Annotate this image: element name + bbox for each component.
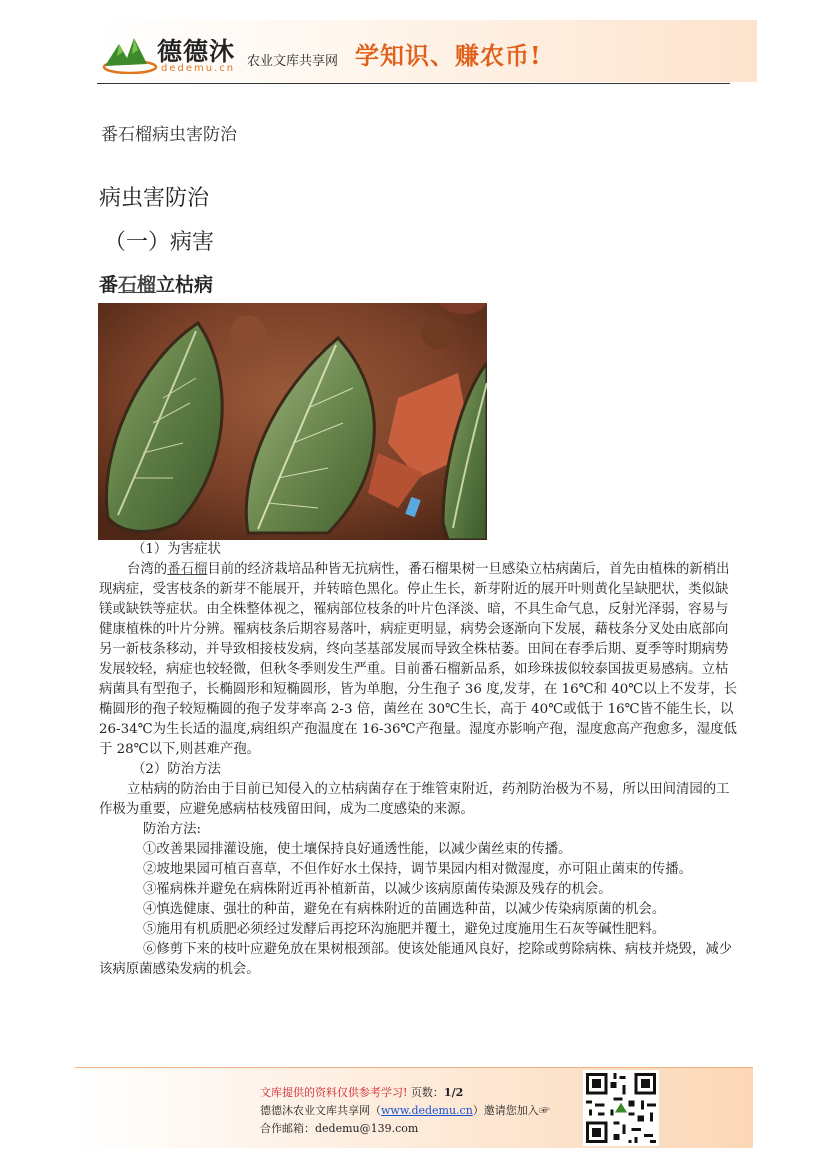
method-item: ⑥修剪下来的枝叶应避免放在果树根颈部。使该处能通风良好，挖除或剪除病株、病枝并烧毁，减少该病原菌感染发病的机会。 <box>99 942 733 977</box>
site-post: ）邀请您加入☞ <box>472 1104 550 1117</box>
disease-title-suffix: 立枯病 <box>156 274 214 296</box>
subsection-heading: （一）病害 <box>104 230 215 255</box>
method-item: ④慎选健康、强壮的种苗，避免在有病株附近的苗圃选种苗，以减少传染病原菌的机会。 <box>143 902 666 917</box>
diseased-leaves-photo <box>98 303 487 540</box>
slogan: 学知识、赚农币! <box>355 41 542 70</box>
page-footer <box>75 1067 753 1148</box>
symptoms-text: 目前的经济栽培品种皆无抗病性，番石榴果树一旦感染立枯病菌后，首先由植株的新梢出现病症，受害枝条的新芽不能展开，并转暗色黑化。停止生长，新芽附近的展开叶则黄化呈缺肥状，类似缺镁或缺铁等症状。由全株整体视之，罹病部位枝条的叶片色泽淡、暗，不具生命气息，反射光泽弱，容易与健康植株的叶片分辨。罹病枝条后期容易落叶，病症更明显，病势会逐渐向下发展，藉枝条分叉处由底部向另一新枝条移动，并导致相接枝发病，终向茎基部发展而导致全株枯萎。田间在春季后期、夏季等时期病势发展较轻，病症也较轻微，但秋冬季则发生严重。目前番石榴新品系，如珍珠拔似较泰国拔更易感病。立枯病菌具有型孢子，长椭圆形和短椭圆形，皆为单胞，分生孢子 36 度,发芽，在 16℃和 40℃以上不发芽，长椭圆形的孢子较短椭圆的孢子发芽率高 2-3 倍，菌丝在 30℃生长，高于 40℃或低于 16℃皆不能生长，以 26-34℃为生长适的温度,病组织产孢温度在 16-36℃产孢量。湿度亦影响产孢，湿度愈高产孢愈多，湿度低于 28℃以下,则甚难产孢。 <box>99 562 737 757</box>
footer-notice-text: 文库提供的资料仅供参考学习! <box>260 1086 408 1099</box>
methods-label: 防治方法: <box>143 822 202 837</box>
symptoms-heading: （1）为害症状 <box>132 542 221 557</box>
control-heading: （2）防治方法 <box>132 762 221 777</box>
header-divider <box>97 83 730 84</box>
site-pre: 德德沐农业文库共享网（ <box>260 1104 381 1117</box>
section-heading: 病虫害防治 <box>99 186 210 211</box>
brand-name: 德德沐 <box>157 37 236 66</box>
symptoms-pre: 台湾的 <box>127 562 168 577</box>
site-link[interactable]: www.dedemu.cn <box>381 1104 473 1117</box>
pages-value: 1/2 <box>443 1086 464 1099</box>
method-item: ②坡地果园可植百喜草，不但作好水土保持，调节果园内相对微湿度，亦可阻止菌束的传播。 <box>143 862 693 877</box>
logo-mountain-icon <box>101 34 159 74</box>
pages-label: 页数： <box>410 1086 444 1099</box>
disease-title-prefix: 番 <box>99 274 119 296</box>
qr-code-icon[interactable] <box>583 1070 659 1146</box>
method-item: ⑤施用有机质肥必须经过发酵后再挖环沟施肥并覆土，避免过度施用生石灰等碱性肥料。 <box>143 922 666 937</box>
document-title: 番石榴病虫害防治 <box>101 125 237 145</box>
symptoms-paragraph <box>99 560 739 760</box>
page-header <box>97 20 757 82</box>
symptoms-link[interactable]: 番石榴 <box>167 562 208 577</box>
method-item: ①改善果园排灌设施，使土壤保持良好通透性能，以减少菌丝束的传播。 <box>143 842 572 857</box>
footer-notice <box>260 1084 463 1100</box>
disease-title-link[interactable]: 石榴 <box>118 274 157 296</box>
method-item: ③罹病株并避免在病株附近再补植新苗，以减少该病原菌传染源及残存的机会。 <box>143 882 612 897</box>
control-intro: 立枯病的防治由于目前已知侵入的立枯病菌存在于维管束附近，药剂防治极为不易，所以田间清园的工作极为重要，应避免感病枯枝残留田间，成为二度感染的来源。 <box>99 782 730 817</box>
article-body <box>99 540 739 980</box>
footer-site <box>260 1102 550 1118</box>
brand-domain: dedemu.cn <box>161 63 236 74</box>
footer-email: 合作邮箱：dedemu@139.com <box>260 1122 419 1135</box>
disease-title <box>99 270 213 297</box>
library-name: 农业文库共享网 <box>247 54 339 69</box>
